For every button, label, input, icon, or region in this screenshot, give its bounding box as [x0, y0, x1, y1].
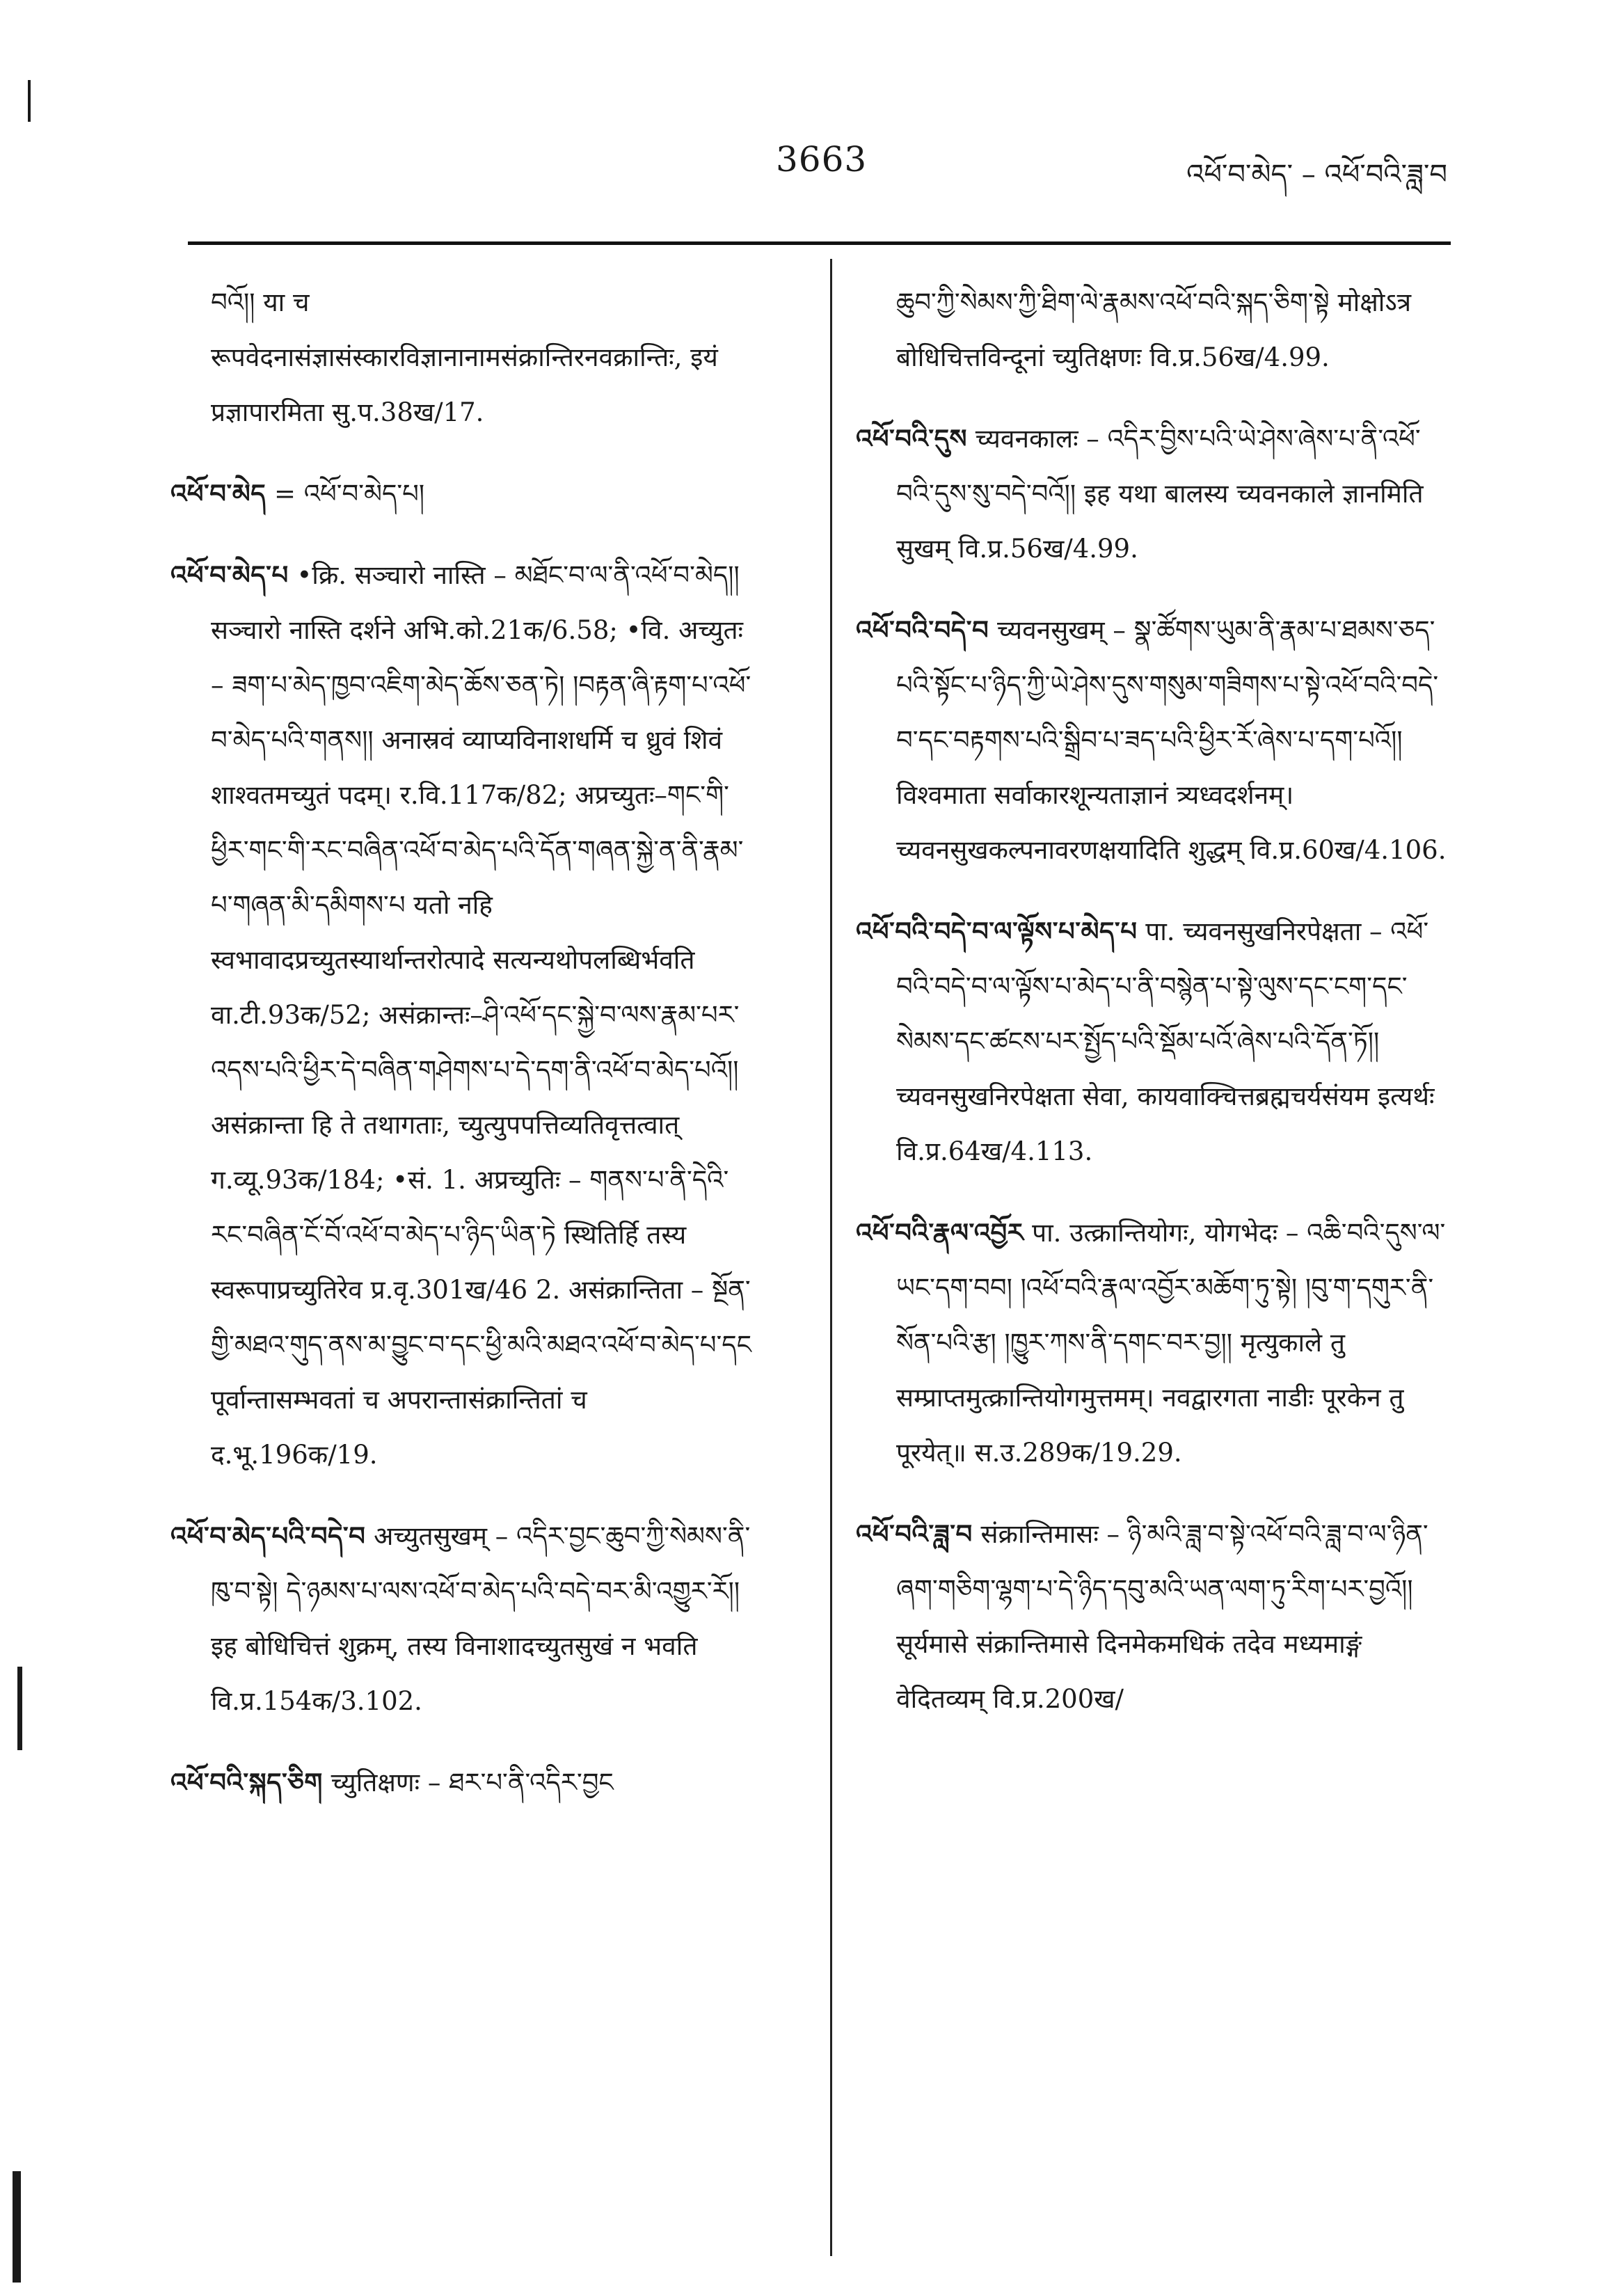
entry-text: अच्युतसुखम् – འདིར་བྱང་ཆུབ་ཀྱི་སེམས་ནི་ཁུ་བ་སྟེ། དེ་ཉམས་པ་ལས་འཕོ་བ་མེད་པའི་བདེ་བར་མི་འགྱུར་རོ།། इह बोधिचित्तं शुक्रम्, तस्य विनाशादच्युतसुखं न भवति वि.प्र.154क/3.102. [211, 1521, 751, 1716]
entry-text: च्युतिक्षणः – ཐར་པ་ནི་འདིར་བྱང [331, 1768, 614, 1797]
page-number: 3663 [776, 139, 868, 180]
dictionary-entry [170, 548, 758, 1482]
entry-headword: འཕོ་བའི་དུས [856, 423, 967, 454]
entry-headword: འཕོ་བ་མེད་པའི་བདེ་བ [170, 1521, 366, 1551]
entry-headword: འཕོ་བའི་རྣལ་འབྱོར [856, 1217, 1024, 1248]
entry-text: पा. च्यवनसुखनिरपेक्षता – འཕོ་བའི་བདེ་བ་ལ་ལྟོས་པ་མེད་པ་ནི་བསྙེན་པ་སྟེ་ལུས་དང་ངག་དང་སེམས་དང་ཚངས་པར་སྤྱོད་པའི་སྡོམ་པའོ་ཞེས་པའི་དོན་ཏོ།། च्यवनसुखनिरपेक्षता सेवा, कायवाक्चित्तब्रह्मचर्यसंयम इत्यर्थः वि.प्र.64ख/4.113. [896, 916, 1435, 1166]
dictionary-entry [856, 904, 1447, 1179]
entry-text: च्यवनकालः – འདིར་བྱིས་པའི་ཡེ་ཤེས་ཞེས་པ་ནི་འཕོ་བའི་དུས་སུ་བདེ་བའོ།། इह यथा बालस्य च्यवनकाले ज्ञानमिति सुखम् वि.प्र.56ख/4.99. [896, 424, 1424, 564]
dictionary-entry [856, 275, 1447, 385]
dictionary-entry [856, 1507, 1447, 1727]
entry-text: = འཕོ་བ་མེད་པ། [273, 479, 425, 509]
entry-headword: འཕོ་བའི་སྐད་ཅིག [170, 1767, 323, 1797]
dictionary-entry [856, 603, 1447, 878]
margin-mark [28, 80, 31, 122]
entry-text: བའོ།། या च रूपवेदनासंज्ञासंस्कारविज्ञानानामसंक्रान्तिरनवक्रान्तिः, इयं प्रज्ञापारमिता सु.प.38ख/17. [211, 287, 718, 427]
right-column [856, 275, 1447, 1753]
header-rule [188, 241, 1451, 245]
entry-text: •क्रि. सञ्चारो नास्ति – མཐོང་བ་ལ་ནི་འཕོ་བ་མེད།། सञ्चारो नास्ति दर्शने अभि.को.21क/6.58; •वि. अच्युतः – ཟག་པ་མེད་ཁྱབ་འཇིག་མེད་ཆོས་ཅན་ཏེ། །བརྟན་ཞི་རྟག་པ་འཕོ་བ་མེད་པའི་གནས།། अनास्रवं व्याप्यविनाशधर्मि च ध्रुवं शिवं शाश्वतमच्युतं पदम्। र.वि.117क/82; अप्रच्युतः–གང་གི་ཕྱིར་གང་གི་རང་བཞིན་འཕོ་བ་མེད་པའི་དོན་གཞན་སྐྱེ་ན་ནི་རྣམ་པ་གཞན་མི་དམིགས་པ यतो नहि स्वभावादप्रच्युतस्यार्थान्तरोत्पादे सत्यन्यथोपलब्धिर्भवति वा.टी.93क/52; असंक्रान्तः–ཤི་འཕོ་དང་སྐྱེ་བ་ལས་རྣམ་པར་འདས་པའི་ཕྱིར་དེ་བཞིན་གཤེགས་པ་དེ་དག་ནི་འཕོ་བ་མེད་པའོ།། असंक्रान्ता हि ते तथागताः, च्युत्युपपत्तिव्यतिवृत्तत्वात् ग.व्यू.93क/184; •सं. 1. अप्रच्युतिः – གནས་པ་ནི་དེའི་རང་བཞིན་ངོ་བོ་འཕོ་བ་མེད་པ་ཉིད་ཡིན་ཏེ स्थितिर्हि तस्य स्वरूपाप्रच्युतिरेव प्र.वृ.301ख/46 2. असंक्रान्तिता – སྔོན་གྱི་མཐའ་གུད་ནས་མ་བྱུང་བ་དང་ཕྱི་མའི་མཐའ་འཕོ་བ་མེད་པ་དང पूर्वान्तासम्भवतां च अपरान्तासंक्रान्तितां च द.भू.196क/19. [211, 560, 752, 1470]
margin-mark [13, 2171, 21, 2283]
dictionary-entry [170, 275, 758, 440]
entry-headword: འཕོ་བ་མེད [170, 478, 266, 509]
column-divider [830, 259, 832, 2256]
entry-headword: འཕོ་བ་མེད་པ [170, 559, 289, 590]
dictionary-entry [170, 1509, 758, 1729]
entry-text: ཆུབ་ཀྱི་སེམས་ཀྱི་ཐིག་ལེ་རྣམས་འཕོ་བའི་སྐད་ཅིག་སྟེ मोक्षोऽत्र बोधिचित्तविन्दूनां च्युतिक्षणः वि.प्र.56ख/4.99. [896, 287, 1412, 372]
dictionary-entry [170, 466, 758, 521]
entry-headword: འཕོ་བའི་བདེ་བ་ལ་ལྟོས་པ་མེད་པ [856, 916, 1138, 946]
dictionary-entry [856, 411, 1447, 576]
running-head: འཕོ་བ་མེད་ – འཕོ་བའི་ཟླ་བ [1186, 159, 1447, 191]
entry-text: संक्रान्तिमासः – ཉི་མའི་ཟླ་བ་སྟེ་འཕོ་བའི་ཟླ་བ་ལ་ཉིན་ཞག་གཅིག་ལྷག་པ་དེ་ཉིད་དབུ་མའི་ཡན་ལག་ཏུ་རིག་པར་བྱའོ།། सूर्यमासे संक्रान्तिमासे दिनमेकमधिकं तदेव मध्यमाङ्गं वेदितव्यम् वि.प्र.200ख/ [896, 1519, 1428, 1714]
dictionary-entry [856, 1205, 1447, 1480]
entry-headword: འཕོ་བའི་བདེ་བ [856, 614, 989, 645]
left-column [170, 275, 758, 1836]
entry-text: पा. उत्क्रान्तियोगः, योगभेदः – འཆི་བའི་དུས་ལ་ཡང་དག་བབ། །འཕོ་བའི་རྣལ་འབྱོར་མཆོག་ཏུ་སྟེ། །བུ་ག་དགུར་ནི་སོན་པའི་རྩ། །ཁྱུར་ཀས་ནི་དགང་བར་བྱ།། मृत्युकाले तु सम्प्राप्तमुत्क्रान्तियोगमुत्तमम्। नवद्वारगता नाडीः पूरकेन तु पूरयेत्॥ स.उ.289क/19.29. [896, 1218, 1446, 1468]
dictionary-entry [170, 1755, 758, 1810]
entry-text: च्यवनसुखम् – སྣ་ཚོགས་ཡུམ་ནི་རྣམ་པ་ཐམས་ཅད་པའི་སྟོང་པ་ཉིད་ཀྱི་ཡེ་ཤེས་དུས་གསུམ་གཟིགས་པ་སྟེ་འཕོ་བའི་བདེ་བ་དང་བརྟགས་པའི་སྒྲིབ་པ་ཟད་པའི་ཕྱིར་རོ་ཞེས་པ་དག་པའོ།། विश्वमाता सर्वाकारशून्यताज्ञानं त्र्यध्वदर्शनम्। च्यवनसुखकल्पनावरणक्षयादिति शुद्धम् वि.प्र.60ख/4.106. [896, 615, 1447, 865]
margin-mark [17, 1667, 22, 1750]
entry-headword: འཕོ་བའི་ཟླ་བ [856, 1518, 973, 1549]
